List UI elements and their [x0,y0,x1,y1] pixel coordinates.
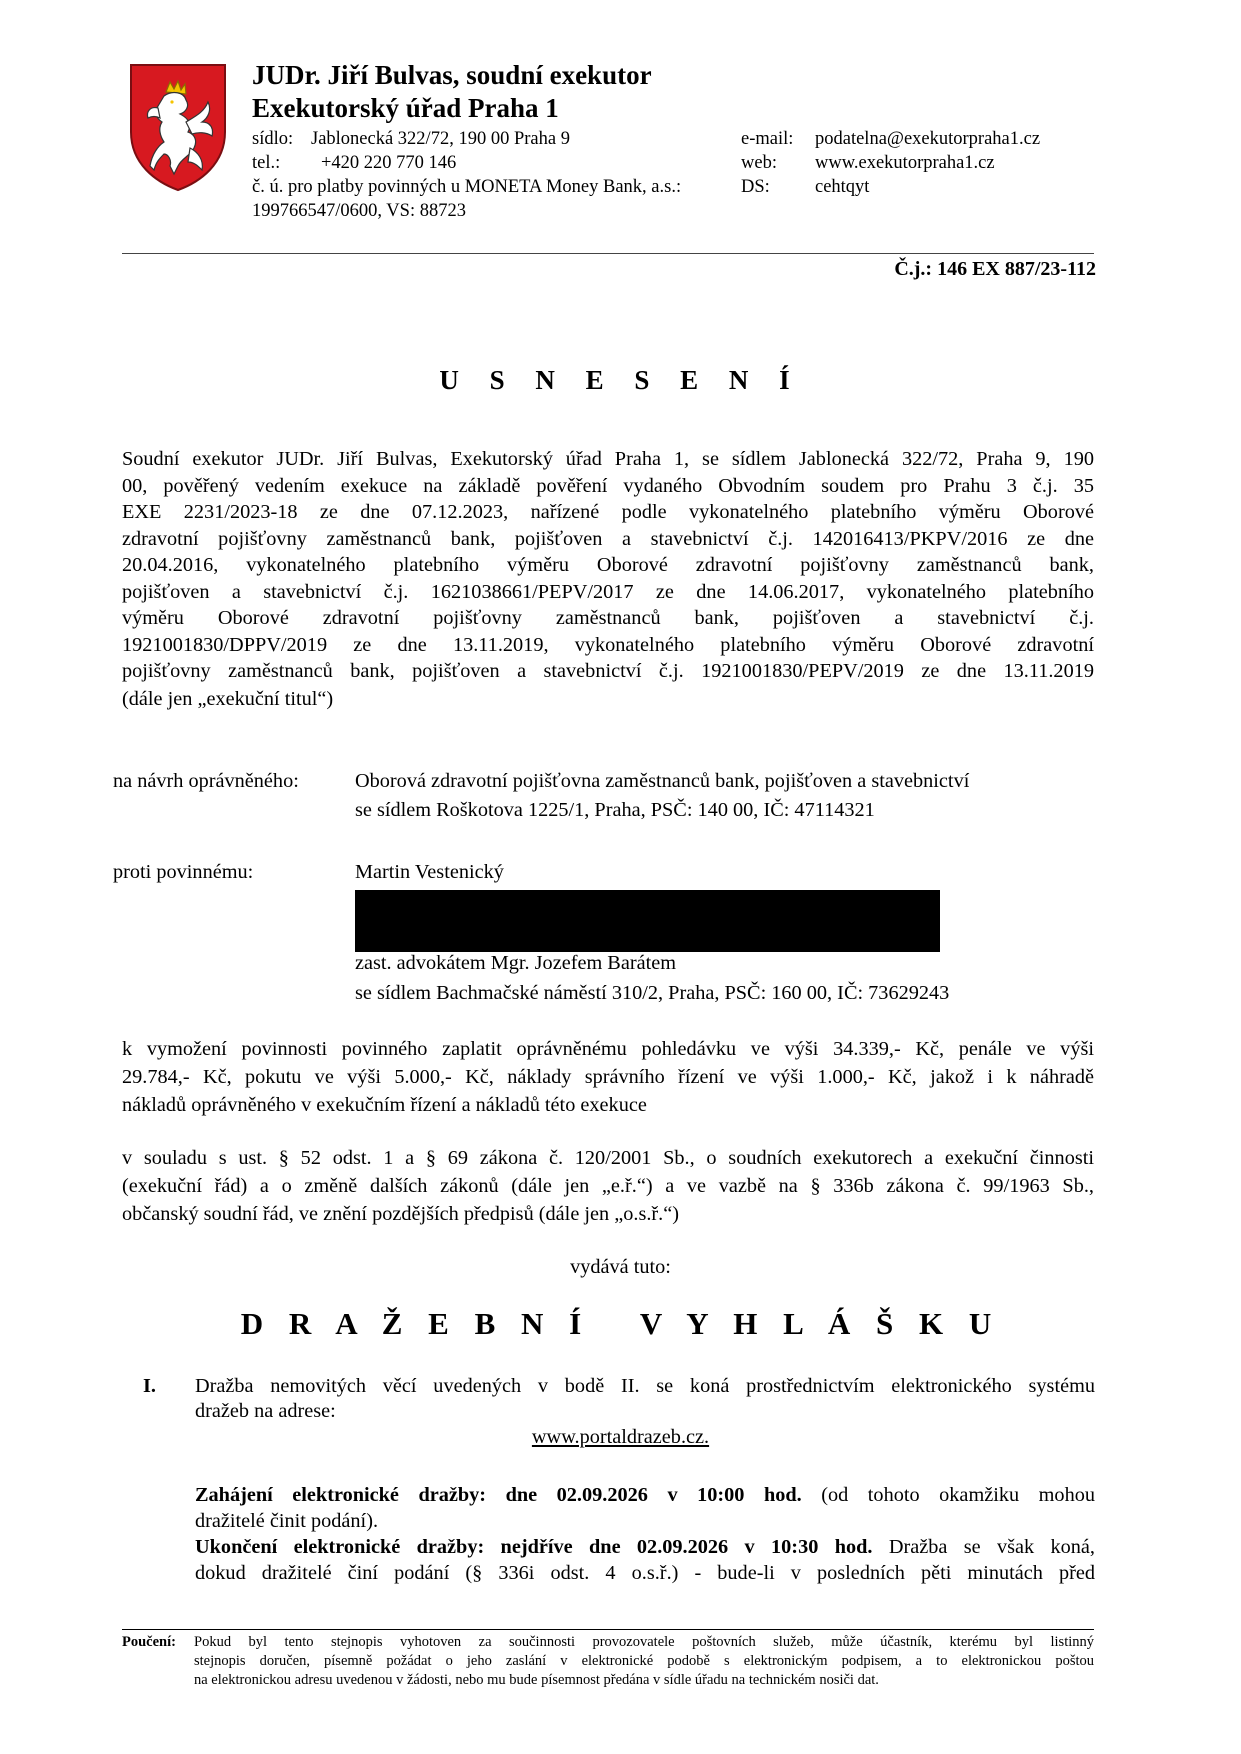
footer-label: Poučení: [122,1634,176,1650]
creditor-line1: Oborová zdravotní pojišťovna zaměstnanců bank, pojišťoven a stavebnictví [355,770,970,792]
intro-line: 20.04.2016, vykonatelného platebního výměru Oborové zdravotní pojišťovny zaměstnanců bank, [122,554,1094,576]
intro-line: výměru Oborové zdravotní pojišťovny zaměstnanců bank, pojišťoven a stavebnictví č.j. [122,607,1094,629]
footer-line3: na elektronickou adresu uvedenou v žádosti, nebo mu bude písemnost předána v sídle úřadu na technickém nosiči dat. [194,1672,879,1688]
intro-line: zdravotní pojišťovny zaměstnanců bank, pojišťoven a stavebnictví č.j. 142016413/PKPV/2016 ze dne [122,527,1094,550]
header-divider [122,253,1094,254]
web-label: web: [741,153,777,173]
case-number: Č.j.: 146 EX 887/23-112 [894,258,1096,280]
debtor-name: Martin Vestenický [355,861,504,883]
executor-name: JUDr. Jiří Bulvas, soudní exekutor [252,60,652,90]
debtor-label: proti povinnému: [113,861,254,883]
bank-account: 199766547/0600, VS: 88723 [252,201,466,221]
law-line: v souladu s ust. § 52 odst. 1 a § 69 zákona č. 120/2001 Sb., o soudních exekutorech a exekuční činnosti [122,1147,1094,1169]
footer-line2: stejnopis doručen, písemně požádat o jeho zaslání v elektronické podobě s elektronickým podpisem, a to elektronickou poštou [194,1653,1094,1669]
portal-link[interactable]: www.portaldrazeb.cz. [531,1426,710,1448]
tel-value: +420 220 770 146 [321,153,457,173]
sidlo-label: sídlo: [252,129,294,149]
office-name: Exekutorský úřad Praha 1 [252,93,559,123]
creditor-line2: se sídlem Roškotova 1225/1, Praha, PSČ: 140 00, IČ: 47114321 [355,799,875,821]
end-rest: Dražba se však koná, [872,1536,1095,1558]
intro-line: pojišťovny zaměstnanců bank, pojišťoven a stavebnictví č.j. 1921001830/PEPV/2019 ze dne 13.11.2019 [122,660,1094,682]
coat-of-arms-icon [128,62,228,192]
section1-number: I. [143,1375,156,1397]
start-line [195,1484,1095,1507]
email-value: podatelna@exekutorpraha1.cz [815,129,1041,149]
start-line2: dražitelé činit podání). [195,1510,379,1532]
section1-line1: Dražba nemovitých věcí uvedených v bodě II. se koná prostřednictvím elektronického systému [195,1375,1095,1397]
law-last-line: občanský soudní řád, ve znění pozdějších předpisů (dále jen „o.s.ř.“) [122,1203,679,1225]
bank-line: č. ú. pro platby povinných u MONETA Money Bank, a.s.: [252,177,682,197]
debtor-rep-line1: zast. advokátem Mgr. Jozefem Barátem [355,952,677,974]
start-bold: Zahájení elektronické dražby: dne 02.09.2026 v 10:00 hod. [195,1484,802,1506]
auction-title: D R A Ž E B N Í V Y H L Á Š K U [240,1306,1001,1341]
intro-line: Soudní exekutor JUDr. Jiří Bulvas, Exekutorský úřad Praha 1, se sídlem Jablonecká 322/72, Praha 9, 190 [122,448,1094,470]
intro-line: 1921001830/DPPV/2019 ze dne 13.11.2019, vykonatelného platebního výměru Oborové zdravotní [122,633,1094,656]
tel-label: tel.: [252,153,281,173]
section1-line2: dražeb na adrese: [195,1400,336,1422]
law-line: (exekuční řád) a o změně dalších zákonů (dále jen „e.ř.“) a ve vazbě na § 336b zákona č. 99/1963 Sb., [122,1175,1094,1197]
intro-line: 00, pověřený vedením exekuce na základě pověření vydaného Obvodním soudem pro Prahu 3 č.j. 35 [122,474,1094,497]
email-label: e-mail: [741,129,794,149]
footer-line1: Pokud byl tento stejnopis vyhotoven za součinnosti provozovatele poštovních služeb, může účastník, kterému byl listinný [194,1634,1094,1650]
ds-value: cehtqyt [815,177,870,197]
end-line2: dokud dražitelé činí podání (§ 336i odst. 4 o.s.ř.) - bude-li v posledních pěti minutách před [195,1562,1095,1584]
creditor-label: na návrh oprávněného: [113,770,299,792]
intro-line: EXE 2231/2023-18 ze dne 07.12.2023, nařízené podle vykonatelného platebního výměru Oborové [122,501,1094,523]
intro-last-line: (dále jen „exekuční titul“) [122,688,334,710]
issues-text: vydává tuto: [570,1256,671,1278]
claim-line: 29.784,- Kč, pokutu ve výši 5.000,- Kč, náklady správního řízení ve výši 1.000,- Kč, jakož i k náhradě [122,1066,1094,1088]
footer-divider [122,1629,1094,1630]
end-line [195,1536,1095,1559]
ds-label: DS: [741,177,770,197]
document-title: U S N E S E N Í [439,365,802,395]
sidlo-value: Jablonecká 322/72, 190 00 Praha 9 [311,129,570,149]
start-rest: (od tohoto okamžiku mohou [801,1484,1095,1506]
redaction-block [355,890,940,952]
claim-last-line: nákladů oprávněného v exekučním řízení a nákladů této exekuce [122,1094,647,1116]
end-bold: Ukončení elektronické dražby: nejdříve dne 02.09.2026 v 10:30 hod. [195,1536,873,1558]
claim-line: k vymožení povinnosti povinného zaplatit oprávněnému pohledávku ve výši 34.339,- Kč, penále ve výši [122,1038,1094,1060]
web-value: www.exekutorpraha1.cz [815,153,995,173]
intro-line: pojišťoven a stavebnictví č.j. 1621038661/PEPV/2017 ze dne 14.06.2017, vykonatelného platebního [122,580,1094,603]
debtor-rep-line2: se sídlem Bachmačské náměstí 310/2, Praha, PSČ: 160 00, IČ: 73629243 [355,982,950,1004]
